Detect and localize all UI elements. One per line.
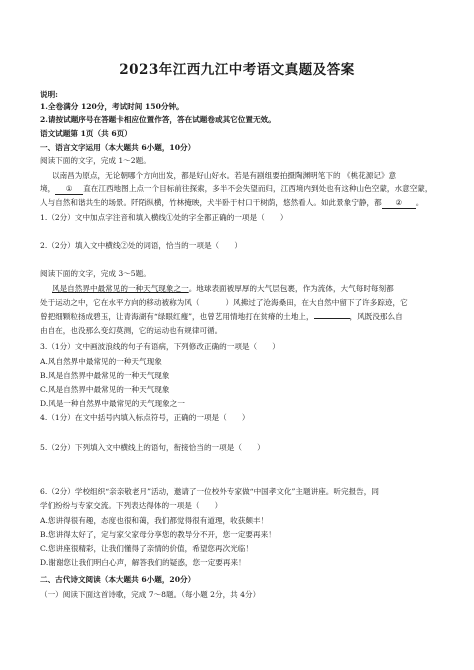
- notes-heading: 说明:: [40, 90, 58, 99]
- question-1: 1.（2分）文中加点字注音和填入横线①处的字全都正确的一项是（ ）: [40, 213, 288, 222]
- passage-2-line-2-start: 处于运动之中，它在水平方向的移动被称为风（: [40, 298, 200, 307]
- blank-3: [314, 318, 350, 319]
- q3-option-c: C.风是自然界中最常见的一种天气现象: [40, 385, 170, 394]
- question-6-line-2: 学们纷纷与专家交流。下列表达得体的一项是（ ）: [40, 501, 223, 510]
- passage-2-line-1-end: 。地球表面被厚厚的大气层包裹，作为流体，大气每时每刻都: [188, 284, 394, 293]
- q3-option-b: B.风是自然界中最常见的一种天气现象: [40, 371, 170, 380]
- passage-1-line-3-start: 人与自然和谐共生的场景。阡陌纵横，竹林掩映，犬半卧于村口干树荫，悠然看人。如此景象宁静，都: [40, 198, 382, 207]
- q6-option-c: C.您讲座很精彩，让我们懂得了亲情的价值，希望您再次光临！: [40, 544, 253, 553]
- wavy-sentence: 风是自然界中最常见的一种天气现象之一: [52, 284, 189, 293]
- blank-2: ②: [382, 198, 416, 209]
- page-title: 2023年江西九江中考语文真题及答案: [119, 62, 355, 78]
- question-4: 4.（1分）在文中括号内填入标点符号，正确的一项是（ ）: [40, 413, 250, 422]
- passage-2-line-2-end: ）风拂过了沧海桑田，在大自然中留下了许多踪迹，它: [225, 298, 408, 307]
- note-2: 2.请按试题序号在答题卡相应位置作答，答在试题卷或其它位置无效。: [40, 115, 276, 124]
- section-2-heading: 二、古代诗文阅读（本大题共 6小题，20分）: [40, 575, 196, 584]
- passage-1-line-3: [40, 198, 440, 209]
- blank-1: ①: [55, 184, 83, 195]
- question-6-line-1: 6.（2分）学校组织“亲亲敬老月”活动，邀请了一位校外专家做“中国孝文化”主题讲座。听完报告，同: [40, 487, 379, 496]
- passage-2-line-3-start: 曾把细颗粒扬成碧玉，让青海湖有“绿眼红瘦”，也曾艺用情地打在贫瘠的土地上，: [40, 312, 314, 321]
- question-2: 2.（2分）填入文中横线②处的词语，恰当的一项是（ ）: [40, 241, 242, 250]
- section-1-intro: 阅读下面的文字，完成 1～2题。: [40, 156, 151, 165]
- passage-2-line-2: [40, 298, 440, 308]
- passage-2-line-3-end: ，风既没那么自: [349, 312, 403, 321]
- q6-option-b: B.您讲得太好了，定与家父家母分享您的教导分不开，您一定要再来！: [40, 530, 276, 539]
- q3-option-d: D.风是一种自然界中最常见的天气现象之一: [40, 399, 185, 408]
- volume-label: 语文试题第 1页（共 6页）: [40, 129, 132, 138]
- passage-1-line-2-start: 境，: [40, 184, 56, 193]
- section-1-heading: 一、语言文字运用（本大题共 6小题，10分）: [40, 143, 196, 152]
- passage-2-line-1: [52, 284, 442, 294]
- passage-1-line-2-end: 直在江西地图上点一个目标前往探索，多半不会失望而归，江西境内到处也有这种山色空蒙，水意空蒙，: [83, 184, 433, 193]
- section-2-subheading: （一）阅读下面这首诗歌，完成 7～8题。（每小题 2分，共 4分）: [40, 590, 261, 599]
- passage-2-line-4: 由自在，也没那么变幻莫测，它的运动也有规律可循。: [40, 326, 223, 335]
- question-3: 3.（1分）文中画波浪线的句子有语病，下列修改正确的一项是（ ）: [40, 342, 280, 351]
- passage-1-line-1: 以南昌为原点，无论朝哪个方向出发，都是好山好水。若是有剧组要拍摄陶渊明笔下的 《桃花源记》意: [52, 171, 397, 180]
- section-1-intro-2: 阅读下面的文字，完成 3～5题。: [40, 269, 151, 278]
- passage-1-line-2: [40, 184, 440, 195]
- q6-option-d: D.谢谢您让我们明白心声，解答我们的疑惑，您一定要再来！: [40, 558, 246, 567]
- note-1: 1.全卷满分 120分，考试时间 150分钟。: [40, 102, 184, 111]
- q3-option-a: A.风自然界中最常见的一种天气现象: [40, 357, 162, 366]
- passage-1-line-3-end: 。: [415, 198, 424, 207]
- question-5: 5.（2分）下列填入文中横线上的语句，衔接恰当的一项是（ ）: [40, 443, 265, 452]
- q6-option-a: A.您讲得很有趣，态度也很和蔼，我们都觉得很有道理，收获颇丰！: [40, 516, 269, 525]
- passage-2-line-3: [40, 312, 440, 322]
